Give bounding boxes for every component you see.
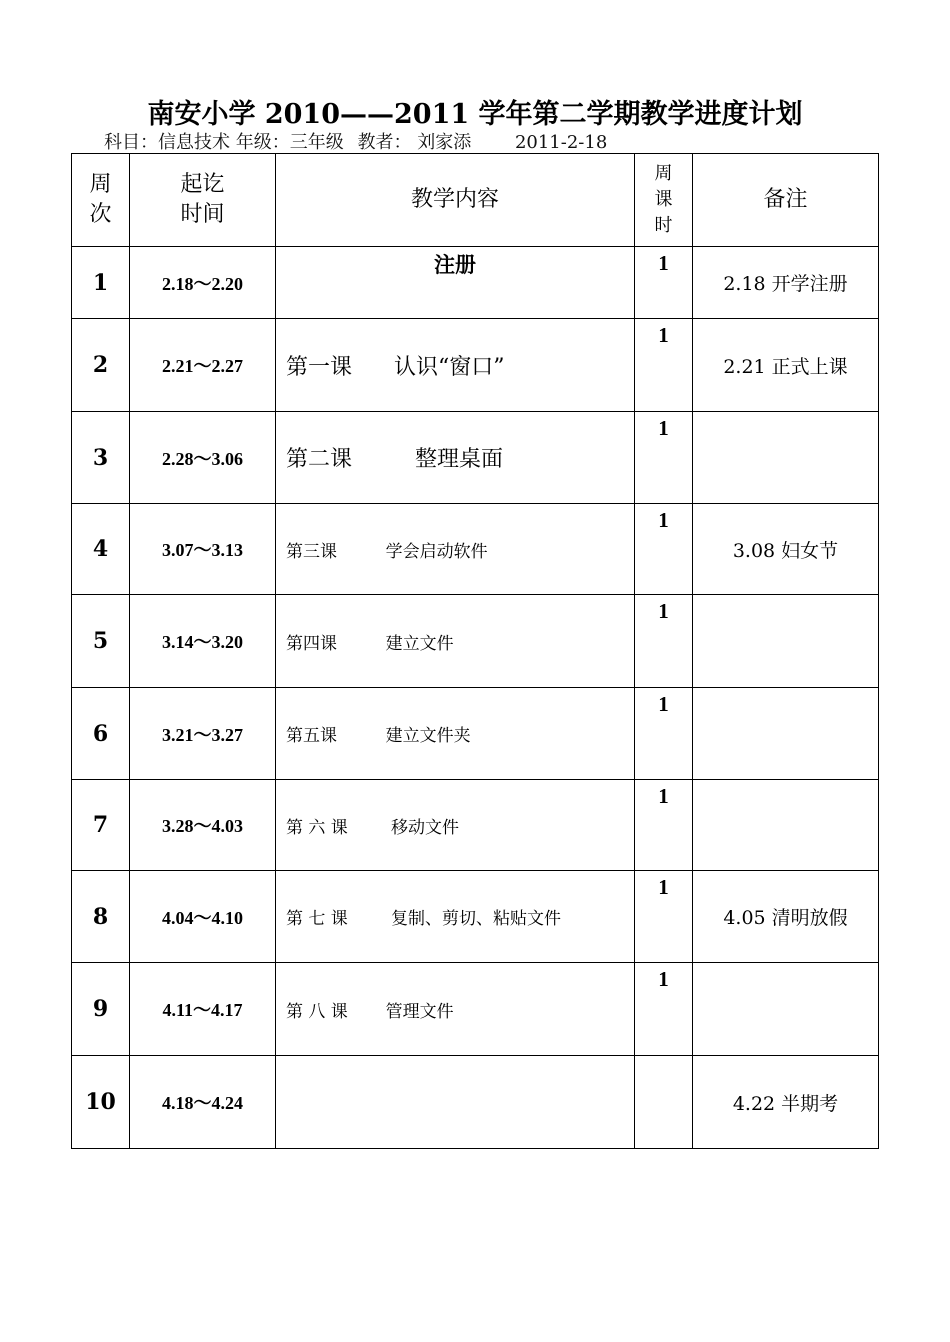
date-range-cell: 4.18～4.24 <box>130 1056 276 1149</box>
note-cell <box>693 780 879 871</box>
week-cell: 9 <box>72 963 130 1056</box>
lesson-content-cell: 第 七 课 复制、剪切、粘贴文件 <box>276 871 635 963</box>
lesson-content-cell: 第五课 建立文件夹 <box>276 688 635 780</box>
date-range-cell: 4.04～4.10 <box>130 871 276 963</box>
table-row <box>72 504 879 595</box>
table-row <box>72 595 879 688</box>
date-range-cell: 2.21～2.27 <box>130 319 276 412</box>
weekly-hours-cell: 1 <box>635 688 693 780</box>
lesson-content-cell: 第二课 整理桌面 <box>276 412 635 504</box>
table-row <box>72 1056 879 1149</box>
lesson-content-cell <box>276 1056 635 1149</box>
note-cell <box>693 688 879 780</box>
h-week-text: 周次 <box>89 172 112 227</box>
course-meta <box>104 128 607 154</box>
subject-label: 科目：信息技术 <box>104 132 230 153</box>
date-range-cell: 2.28～3.06 <box>130 412 276 504</box>
header-week <box>72 154 130 247</box>
header-hours <box>635 154 693 247</box>
note-cell: 4.05 清明放假 <box>693 871 879 963</box>
h-hours-text: 周课时 <box>654 163 673 236</box>
note-cell <box>693 963 879 1056</box>
week-cell: 2 <box>72 319 130 412</box>
date-range-cell: 3.14～3.20 <box>130 595 276 688</box>
weekly-hours-cell: 1 <box>635 595 693 688</box>
lesson-content-cell: 第 八 课 管理文件 <box>276 963 635 1056</box>
week-cell: 10 <box>72 1056 130 1149</box>
weekly-hours-cell: 1 <box>635 412 693 504</box>
weekly-hours-cell: 1 <box>635 963 693 1056</box>
schedule-table <box>71 153 879 1149</box>
lesson-content-cell: 第四课 建立文件 <box>276 595 635 688</box>
note-cell <box>693 595 879 688</box>
teacher-label: 教者： 刘家添 <box>357 132 472 153</box>
weekly-hours-cell: 1 <box>635 780 693 871</box>
lesson-content-cell: 注册 <box>276 247 635 319</box>
note-cell <box>693 412 879 504</box>
header-dates <box>130 154 276 247</box>
note-cell: 3.08 妇女节 <box>693 504 879 595</box>
week-cell: 8 <box>72 871 130 963</box>
weekly-hours-cell: 1 <box>635 247 693 319</box>
h-dates-text: 起讫时间 <box>180 172 225 227</box>
week-cell: 3 <box>72 412 130 504</box>
header-row <box>72 154 879 247</box>
week-cell: 7 <box>72 780 130 871</box>
week-cell: 1 <box>72 247 130 319</box>
header-content: 教学内容 <box>276 154 635 247</box>
lesson-content-cell: 第三课 学会启动软件 <box>276 504 635 595</box>
weekly-hours-cell <box>635 1056 693 1149</box>
weekly-hours-cell: 1 <box>635 319 693 412</box>
table-row <box>72 871 879 963</box>
week-cell: 6 <box>72 688 130 780</box>
date-label: 2011-2-18 <box>514 132 608 153</box>
date-range-cell: 2.18～2.20 <box>130 247 276 319</box>
note-cell: 2.18 开学注册 <box>693 247 879 319</box>
table-row <box>72 780 879 871</box>
note-cell: 2.21 正式上课 <box>693 319 879 412</box>
weekly-hours-cell: 1 <box>635 871 693 963</box>
header-note: 备注 <box>693 154 879 247</box>
week-cell: 4 <box>72 504 130 595</box>
lesson-content-cell: 第一课 认识“窗口” <box>276 319 635 412</box>
table-row <box>72 963 879 1056</box>
note-cell: 4.22 半期考 <box>693 1056 879 1149</box>
date-range-cell: 4.11～4.17 <box>130 963 276 1056</box>
grade-label: 年级：三年级 <box>235 132 344 153</box>
lesson-content-cell: 第 六 课 移动文件 <box>276 780 635 871</box>
table-row <box>72 319 879 412</box>
weekly-hours-cell: 1 <box>635 504 693 595</box>
date-range-cell: 3.28～4.03 <box>130 780 276 871</box>
table-row <box>72 412 879 504</box>
date-range-cell: 3.07～3.13 <box>130 504 276 595</box>
document-title: 南安小学 2010——2011 学年第二学期教学进度计划 <box>147 99 803 130</box>
table-row <box>72 247 879 319</box>
week-cell: 5 <box>72 595 130 688</box>
date-range-cell: 3.21～3.27 <box>130 688 276 780</box>
table-row <box>72 688 879 780</box>
